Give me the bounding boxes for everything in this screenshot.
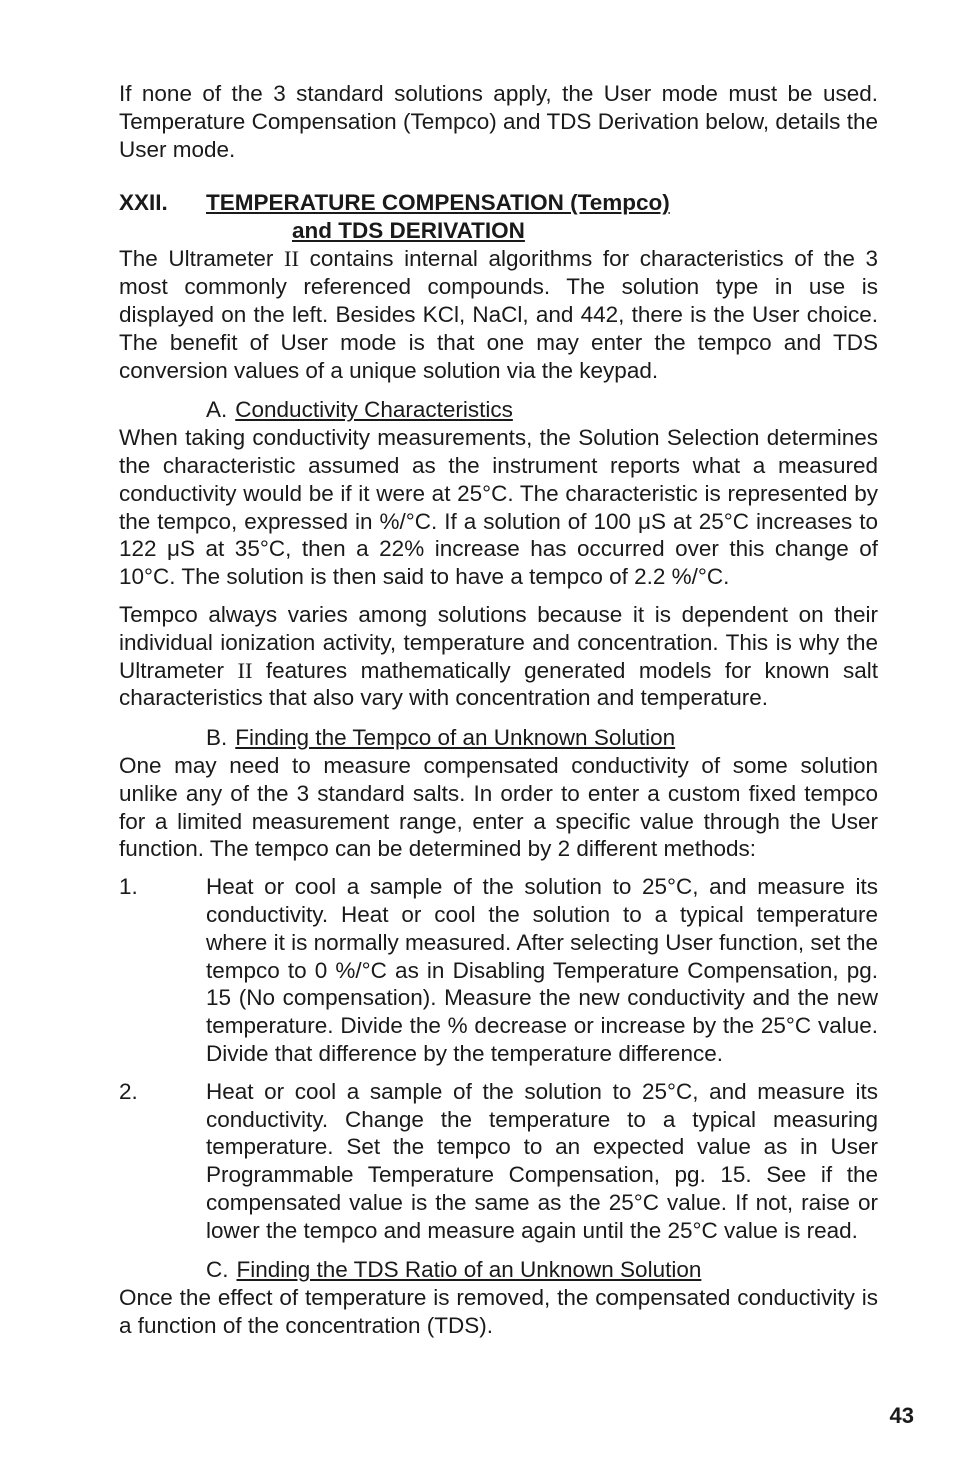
list-item-text: Heat or cool a sample of the solution to 25°C, and measure its conductivity. Heat or cool the solution to a typical temperature where it is normally measured. After selecting User function, set the tempco to 0 %/°C as in Disabling Temperature Compensation, pg. 15 (No compensation). Measure the new conductivity and the new temperature. Divide the % decrease or increase by the 25°C value. Divide that difference by the temperature difference. (206, 874, 878, 1066)
subsection-c-heading (119, 1256, 878, 1284)
subsection-b-heading (119, 724, 878, 752)
section-heading (119, 189, 878, 245)
section-paragraph-text-a: The Ultrameter (119, 246, 285, 272)
page-content (119, 80, 878, 1340)
list-item (119, 1078, 878, 1245)
subsection-b-title: Finding the Tempco of an Unknown Solution (235, 725, 676, 751)
intro-paragraph: If none of the 3 standard solutions apply, the User mode must be used. Temperature Compensation (Tempco) and TDS Derivation below, details the User mode. (119, 81, 878, 162)
roman-numeral-two: II (284, 246, 300, 272)
subsection-a-paragraph-2-text-a: Tempco always varies among solutions because it is dependent on their individual ionization activity, temperature and concentration. This is why the Ultrameter (119, 601, 878, 683)
subsection-a-paragraph-1: When taking conductivity measurements, the Solution Selection determines the characteristic assumed as the instrument reports what a measured conductivity would be if it were at 25°C. The characteristic is represented by the tempco, expressed in %/°C. If a solution of 100 μS at 25°C increases to 122 μS at 35°C, then a 22% increase has occurred over this change of 10°C. The solution is then said to have a tempco of 2.2 %/°C. (119, 425, 878, 590)
page-number: 43 (889, 1403, 914, 1428)
roman-numeral-two: II (237, 657, 253, 683)
subsection-a-title: Conductivity Characteristics (235, 397, 513, 423)
subsection-b-letter: B. (206, 725, 228, 751)
list-item-number: 2. (119, 1078, 138, 1104)
section-title-line2: and TDS DERIVATION (292, 218, 525, 244)
list-item-text: Heat or cool a sample of the solution to 25°C, and measure its conductivity. Change the temperature to a typical measuring temperature. Set the tempco to an expected value as in User Programmable Temperature Compensation, pg. 15. See if the compensated value is the same as the 25°C value. If not, raise or lower the tempco and measure again until the 25°C value is read. (206, 1078, 878, 1243)
subsection-c-letter: C. (206, 1257, 229, 1283)
subsection-a-heading (119, 396, 878, 424)
section-number: XXII. (119, 190, 168, 216)
list-item (119, 873, 878, 1068)
subsection-c-title: Finding the TDS Ratio of an Unknown Solution (236, 1257, 702, 1283)
section-paragraph (119, 245, 878, 384)
subsection-a-paragraph-2 (119, 601, 878, 712)
subsection-c-paragraph: Once the effect of temperature is removed, the compensated conductivity is a function of the concentration (TDS). (119, 1285, 878, 1339)
section-title-line1: TEMPERATURE COMPENSATION (Tempco) (206, 190, 670, 216)
subsection-b-paragraph: One may need to measure compensated conductivity of some solution unlike any of the 3 standard salts. In order to enter a custom fixed tempco for a limited measurement range, enter a specific value through the User function. The tempco can be determined by 2 different methods: (119, 752, 878, 862)
list-item-number: 1. (119, 874, 138, 900)
subsection-a-letter: A. (206, 397, 228, 423)
section-paragraph-text-b: contains internal algorithms for characteristics of the 3 most commonly referenced compounds. The solution type in use is displayed on the left. Besides KCl, NaCl, and 442, there is the User choice. The benefit of User mode is that one may enter the tempco and TDS conversion values of a unique solution via the keypad. (119, 246, 879, 383)
subsection-a-paragraph-2-text-b: features mathematically generated models for known salt characteristics that also vary with concentration and temperature. (119, 657, 878, 711)
